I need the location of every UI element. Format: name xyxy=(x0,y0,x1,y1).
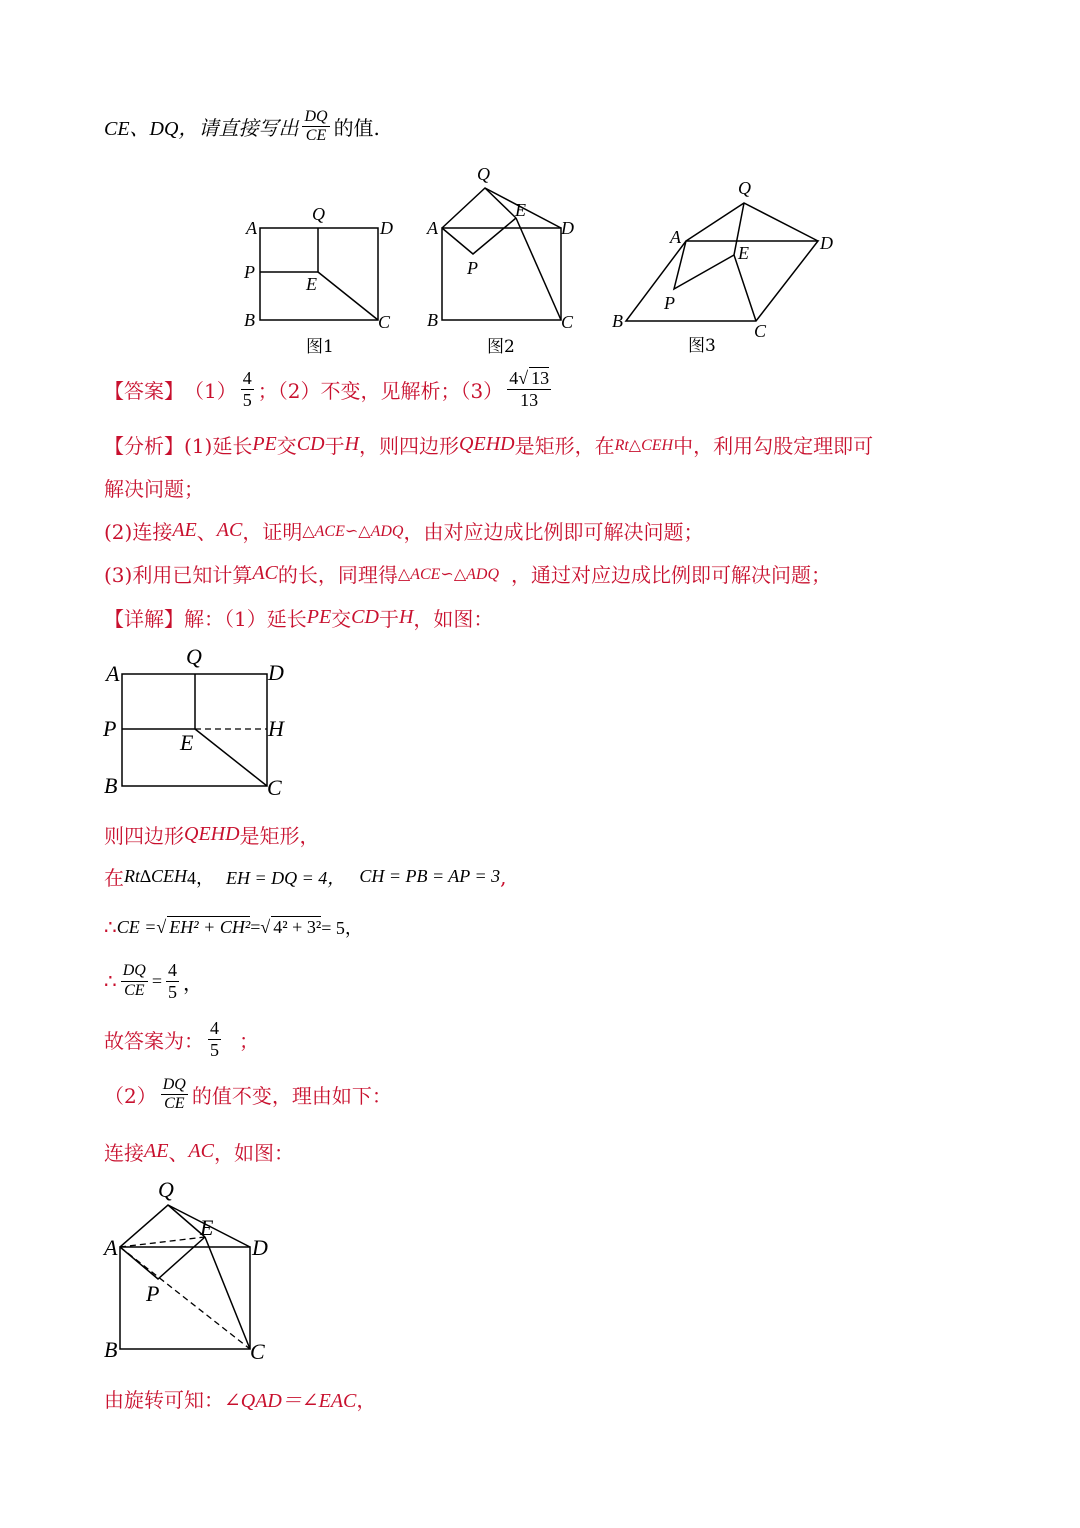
detail-answer-num: 4 xyxy=(210,1018,219,1038)
fig3-label-c: C xyxy=(754,321,767,341)
analysis-line-1 xyxy=(104,430,873,459)
detail-text: 解：（1）延长 xyxy=(184,607,307,631)
detail-sqrt-1: EH² + CH² xyxy=(169,917,251,937)
analysis-ac: AC xyxy=(216,519,243,541)
fig1-label-c: C xyxy=(378,312,391,332)
fig2-caption: 图2 xyxy=(487,337,515,357)
answer-tag: 【答案】 xyxy=(104,378,184,403)
fig3-label-p: P xyxy=(664,293,675,313)
analysis-text: ，证明 xyxy=(242,520,303,544)
detail-text: 故答案为： xyxy=(104,1028,204,1053)
detail-ratio-fraction xyxy=(121,962,148,1000)
detail-text: ，如图： xyxy=(413,607,494,631)
analysis-text: 是矩形，在 xyxy=(514,434,615,458)
detail-angle-equality: ∠QAD＝∠EAC xyxy=(224,1390,357,1412)
detail-text: = xyxy=(250,916,261,937)
fig5-label-c: C xyxy=(250,1339,265,1364)
analysis-line-2 xyxy=(104,473,204,502)
answer-1-den: 5 xyxy=(242,389,252,410)
detail-rotation-line xyxy=(104,1384,376,1413)
analysis-text: (2)连接 xyxy=(104,520,173,544)
fig1-label-e: E xyxy=(306,274,317,294)
figure-3 xyxy=(610,175,850,360)
intro-suffix: 的值. xyxy=(333,116,380,141)
fig1-label-q: Q xyxy=(312,204,325,224)
analysis-text: ，由对应边成比例即可解决问题； xyxy=(403,520,704,544)
analysis-similar: △ACE∽△ADQ xyxy=(302,522,404,540)
detail-text: ； xyxy=(239,1028,259,1053)
fig4-label-a: A xyxy=(106,661,120,686)
analysis-tag: 【分析】 xyxy=(104,434,184,458)
fig3-label-b: B xyxy=(612,311,623,331)
fig3-label-e: E xyxy=(738,243,749,263)
fig4-label-c: C xyxy=(267,775,282,800)
answer-3-num: 4√ 13 xyxy=(509,368,550,388)
detail-text: 交 xyxy=(331,607,352,631)
detail-text: 由旋转可知： xyxy=(104,1388,224,1412)
detail-answer-line xyxy=(104,1018,259,1060)
fig4-label-h: H xyxy=(268,716,284,741)
fig2-label-p: P xyxy=(467,258,478,278)
detail-text: 则四边形 xyxy=(104,824,184,848)
fig2-label-b: B xyxy=(427,310,438,330)
detail-value-fraction xyxy=(166,960,179,1002)
fig1-caption: 图1 xyxy=(306,337,334,357)
answer-3-coef: 4 xyxy=(509,368,519,388)
figure-2 xyxy=(425,160,585,360)
figure-4 xyxy=(100,640,300,805)
detail-text: （2） xyxy=(104,1084,157,1109)
fig4-label-d: D xyxy=(268,660,284,685)
detail-ce-line: ∴ CE = √ EH² + CH² = √ 4² + 3² = 5， xyxy=(104,915,363,939)
analysis-text: (3)利用已知计算 xyxy=(104,563,253,587)
fig1-label-a: A xyxy=(246,218,257,238)
fig1-label-b: B xyxy=(244,310,255,330)
detail-text: ， xyxy=(183,970,203,995)
detail-cd: CD xyxy=(351,606,379,628)
answer-3-fraction xyxy=(507,368,551,410)
detail-text: ， xyxy=(356,1388,377,1412)
fig2-label-e: E xyxy=(515,200,526,220)
fig1-label-p: P xyxy=(244,262,255,282)
detail-part2-den: CE xyxy=(164,1095,185,1113)
answer-1-num: 4 xyxy=(242,368,252,388)
analysis-text: (1)延长 xyxy=(184,434,253,458)
fig4-label-p: P xyxy=(103,716,117,741)
detail-rect-line xyxy=(104,820,320,849)
fig5-label-e: E xyxy=(200,1215,214,1240)
fig5-label-d: D xyxy=(252,1235,268,1260)
detail-text: 、 xyxy=(168,1141,189,1165)
detail-text: 连接 xyxy=(104,1141,144,1165)
analysis-text: ，通过对应边成比例即可解决问题； xyxy=(511,563,832,587)
detail-h: H xyxy=(398,606,414,628)
fig3-label-q: Q xyxy=(738,178,751,198)
detail-value-den: 5 xyxy=(168,981,177,1002)
detail-ae: AE xyxy=(144,1140,169,1162)
detail-sqrt-2: 4² + 3² xyxy=(273,917,322,937)
detail-ch-pb: CH = PB = AP = 3 xyxy=(359,866,501,886)
fig2-label-c: C xyxy=(561,312,574,332)
detail-pe: PE xyxy=(306,606,332,628)
analysis-line-3 xyxy=(104,516,703,545)
analysis-cd: CD xyxy=(296,433,325,455)
answer-3-rad: 13 xyxy=(531,368,550,388)
fig4-label-q: Q xyxy=(186,644,202,669)
detail-part2-line xyxy=(104,1076,392,1114)
detail-ratio-den: CE xyxy=(124,981,145,999)
detail-text: = 5， xyxy=(321,918,363,938)
intro-frac-den: CE xyxy=(305,127,327,145)
answer-p2: ；（2）不变，见解析；（3） xyxy=(257,378,504,403)
analysis-ae: AE xyxy=(172,519,197,541)
detail-rt: Rt∆CEH xyxy=(124,866,188,886)
detail-connect-line xyxy=(104,1137,294,1166)
answer-1-fraction xyxy=(241,368,254,410)
detail-answer-fraction xyxy=(208,1018,221,1060)
detail-text: ，如图： xyxy=(214,1141,294,1165)
analysis-text: 中，利用勾股定理即可 xyxy=(673,434,874,458)
answer-line xyxy=(104,368,555,410)
detail-ratio-num: DQ xyxy=(121,962,148,981)
analysis-text: 于 xyxy=(324,434,345,458)
detail-line-1 xyxy=(104,603,493,632)
detail-text: 4， xyxy=(187,867,215,888)
fig4-label-e: E xyxy=(180,730,194,755)
fig5-label-p: P xyxy=(146,1281,160,1306)
detail-text: 于 xyxy=(378,607,399,631)
detail-answer-den: 5 xyxy=(210,1039,219,1060)
answer-3-den: 13 xyxy=(520,389,539,410)
fig5-label-a: A xyxy=(104,1235,118,1260)
fig5-label-q: Q xyxy=(158,1177,174,1202)
analysis-qehd: QEHD xyxy=(459,433,515,455)
answer-p1: （1） xyxy=(184,378,237,403)
therefore-icon: ∴ xyxy=(104,915,117,939)
analysis-text: ，则四边形 xyxy=(359,434,460,458)
detail-text: 在 xyxy=(104,866,124,890)
analysis-line-4 xyxy=(104,559,831,588)
analysis-rt: Rt△CEH xyxy=(614,436,674,454)
intro-prefix: CE、DQ，请直接写出 xyxy=(104,118,299,141)
detail-ac: AC xyxy=(188,1140,214,1162)
fig4-label-b: B xyxy=(104,773,118,798)
figure-1 xyxy=(240,200,410,360)
detail-eh-dq: EH = DQ = 4， xyxy=(226,867,346,888)
fig2-label-q: Q xyxy=(477,164,490,184)
detail-qehd: QEHD xyxy=(184,823,240,845)
detail-part2-num: DQ xyxy=(161,1076,188,1095)
fig1-label-d: D xyxy=(380,218,393,238)
fig2-label-a: A xyxy=(427,218,438,238)
analysis-similar: △ACE∽△ADQ xyxy=(397,565,500,583)
intro-fraction xyxy=(302,108,329,146)
detail-rt-line: 在 Rt∆CEH 4， EH = DQ = 4， CH = PB = AP = 3 , xyxy=(104,862,506,891)
analysis-text: 、 xyxy=(196,520,217,544)
fig3-label-d: D xyxy=(820,233,833,253)
analysis-text: 交 xyxy=(276,434,297,458)
analysis-text: 解决问题； xyxy=(104,477,204,501)
figure-5 xyxy=(100,1175,280,1365)
detail-ratio-line xyxy=(104,960,203,1002)
analysis-text: 的长，同理得 xyxy=(277,563,398,587)
fig3-label-a: A xyxy=(670,227,681,247)
fig2-label-d: D xyxy=(561,218,574,238)
analysis-pe: PE xyxy=(252,433,277,455)
fig3-caption: 图3 xyxy=(688,336,716,356)
therefore-icon: ∴ xyxy=(104,969,117,994)
fig5-label-b: B xyxy=(104,1337,118,1362)
intro-line xyxy=(104,108,380,146)
detail-text: 是矩形， xyxy=(239,824,320,848)
detail-text: CE = xyxy=(116,916,157,937)
intro-frac-num: DQ xyxy=(302,108,329,127)
detail-tag: 【详解】 xyxy=(104,607,184,631)
analysis-h: H xyxy=(344,433,360,455)
analysis-ac: AC xyxy=(252,562,278,584)
detail-value-num: 4 xyxy=(168,960,177,980)
detail-text: = xyxy=(151,970,162,991)
detail-part2-fraction xyxy=(161,1076,188,1114)
detail-text: 的值不变，理由如下： xyxy=(191,1084,392,1109)
